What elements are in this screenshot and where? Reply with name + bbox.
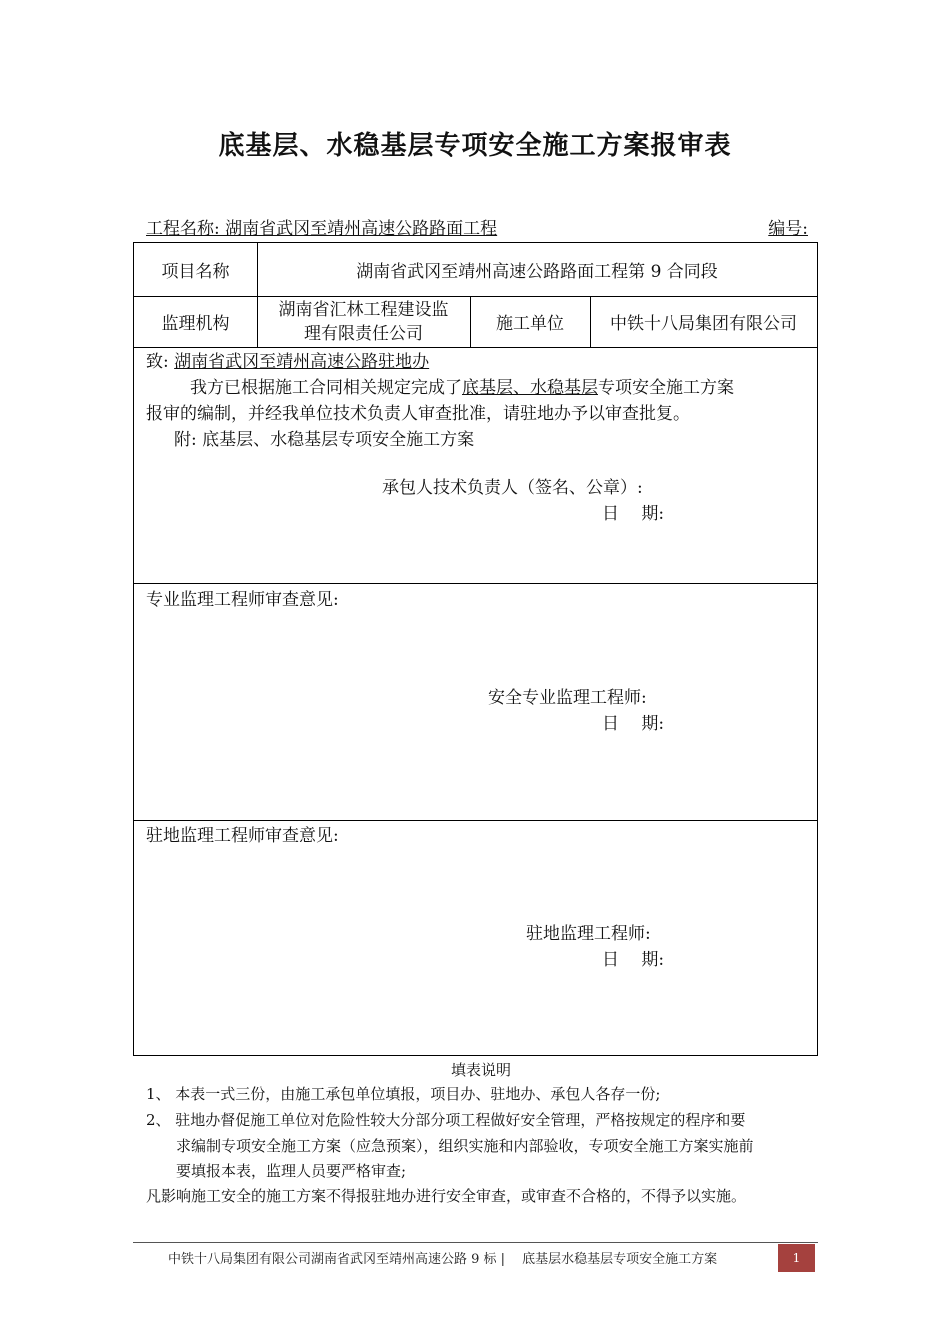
body-line-1-underlined: 底基层、水稳基层 bbox=[462, 378, 598, 398]
resident-review-heading: 驻地监理工程师审查意见: bbox=[146, 826, 339, 846]
instruction-item-2-line-1: 2、 驻地办督促施工单位对危险性较大分部分项工程做好安全管理，严格按规定的程序和要 bbox=[146, 1111, 746, 1129]
supervisor-value-line2: 理有限责任公司 bbox=[304, 323, 423, 344]
row-divider bbox=[134, 820, 817, 821]
resident-engineer-signature-label: 驻地监理工程师: bbox=[526, 924, 651, 944]
supervisor-value bbox=[257, 296, 470, 347]
addressee-name: 湖南省武冈至靖州高速公路驻地办 bbox=[174, 352, 430, 372]
project-name-cell-label: 项目名称 bbox=[161, 262, 230, 282]
instructions bbox=[146, 1060, 816, 1080]
resident-engineer-date-label: 日 期: bbox=[602, 950, 665, 970]
contractor-signature-label: 承包人技术负责人（签名、公章）: bbox=[382, 478, 643, 498]
contractor-label: 施工单位 bbox=[496, 314, 564, 334]
header-line bbox=[146, 218, 808, 240]
safety-engineer-signature-label: 安全专业监理工程师: bbox=[488, 688, 647, 708]
body-line-1-post: 专项安全施工方案 bbox=[598, 378, 734, 398]
instruction-item-1: 1、 本表一式三份，由施工承包单位填报，项目办、驻地办、承包人各存一份; bbox=[146, 1085, 661, 1103]
number-label: 编号: bbox=[768, 219, 808, 239]
row-divider bbox=[134, 347, 817, 348]
project-name-cell-value: 湖南省武冈至靖州高速公路路面工程第 9 合同段 bbox=[356, 262, 718, 282]
footer-text: 中铁十八局集团有限公司湖南省武冈至靖州高速公路 9 标 | 底基层水稳基层专项安全施工方案 bbox=[168, 1252, 718, 1267]
professional-review-heading: 专业监理工程师审查意见: bbox=[146, 590, 339, 610]
contractor-value: 中铁十八局集团有限公司 bbox=[610, 314, 797, 334]
instruction-item-3: 凡影响施工安全的施工方案不得报驻地办进行安全审查，或审查不合格的，不得予以实施。 bbox=[146, 1187, 747, 1205]
attachment-note: 附: 底基层、水稳基层专项安全施工方案 bbox=[174, 430, 475, 450]
instruction-item-2-line-2: 求编制专项安全施工方案（应急预案），组织实施和内部验收，专项安全施工方案实施前 bbox=[176, 1137, 754, 1155]
addressee-prefix: 致: bbox=[146, 352, 169, 372]
addressee bbox=[146, 349, 429, 375]
instructions-title: 填表说明 bbox=[450, 1061, 511, 1079]
instruction-item-2-line-3: 要填报本表，监理人员要严格审查; bbox=[176, 1162, 407, 1180]
project-name-label: 工程名称: 湖南省武冈至靖州高速公路路面工程 bbox=[146, 219, 498, 239]
page-title: 底基层、水稳基层专项安全施工方案报审表 bbox=[218, 131, 732, 161]
contractor-date-label: 日 期: bbox=[602, 504, 665, 524]
row-divider bbox=[134, 583, 817, 584]
footer-rule bbox=[133, 1242, 818, 1243]
body-line-1-pre: 我方已根据施工合同相关规定完成了 bbox=[190, 378, 462, 398]
supervisor-label: 监理机构 bbox=[161, 314, 230, 334]
page-number-badge: 1 bbox=[778, 1244, 815, 1272]
body-line-2: 报审的编制，并经我单位技术负责人审查批准，请驻地办予以审查批复。 bbox=[146, 404, 690, 424]
supervisor-value-line1: 湖南省汇林工程建设监 bbox=[278, 299, 449, 320]
body-line-1 bbox=[190, 375, 734, 401]
safety-engineer-date-label: 日 期: bbox=[602, 714, 665, 734]
approval-table bbox=[133, 242, 818, 1056]
